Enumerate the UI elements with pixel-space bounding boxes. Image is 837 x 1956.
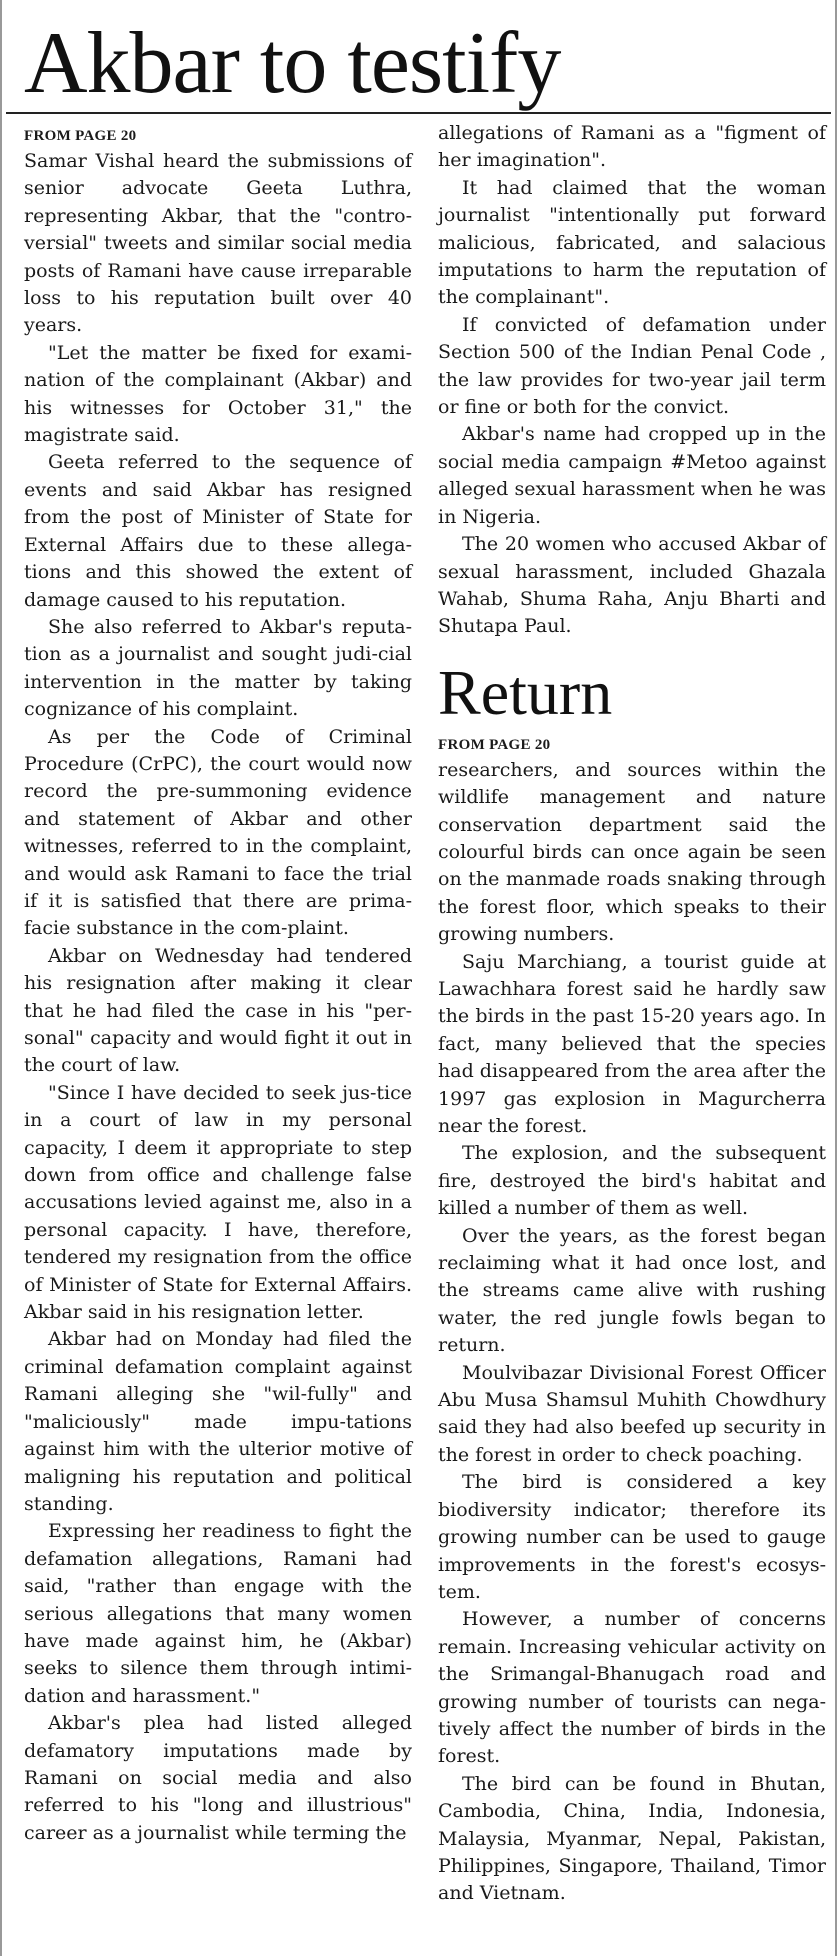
article-paragraph: "Since I have decided to seek jus-tice in a court of law in my personal capacity, I deem it appropriate to step down from office and challenge false accusations levied against me, also in a personal capacity. I have, therefore, tendered my resignation from the office of Minister of State for External Affairs. Akbar said in his resignation letter. [24,1081,412,1324]
article-paragraph: researchers, and sources within the wildlife management and nature conservation department said the colourful birds can once again be seen on the manmade roads snaking through the forest floor, which speaks to their growing numbers. [438,758,826,946]
article-paragraph: The bird can be found in Bhutan, Cambodia, China, India, Indonesia, Malaysia, Myanmar, Nepal, Pakistan, Philippines, Singapore, Thailand, Timor and Vietnam. [438,1772,826,1905]
article-paragraph: She also referred to Akbar's reputa-tion as a journalist and sought judi-cial intervention in the matter by taking cognizance of his complaint. [24,615,412,721]
headline-rule [6,112,831,114]
article-kicker-akbar: FROM PAGE 20 [24,128,137,144]
article-paragraph: Akbar on Wednesday had tendered his resignation after making it clear that he had filed the case in his "per-sonal" capacity and would fight it out in the court of law. [24,944,412,1077]
article-continuation-paragraph: Akbar's name had cropped up in the social media campaign #Metoo against alleged sexual harassment when he was in Nigeria. [438,423,826,528]
article-continuation-paragraph: If convicted of defamation under Section 500 of the Indian Penal Code , the law provides for two-year jail term or fine or both for the convict. [438,313,826,419]
column-right [438,120,826,1908]
article-paragraph: The bird is considered a key biodiversity indicator; therefore its growing number can be used to gauge improvements in the forest's ecosys-tem. [438,1471,826,1603]
article-paragraph: Akbar's plea had listed alleged defamatory imputations made by Ramani on social media and also referred to his "long and illustrious" career as a journalist while terming the [24,1712,412,1844]
article-continuation-paragraph: It had claimed that the woman journalist "intentionally put forward malicious, fabricated, and salacious imputations to harm the reputation of the complainant". [438,176,826,309]
article-paragraph: Moulvibazar Divisional Forest Officer Abu Musa Shamsul Muhith Chowdhury said they had also beefed up security in the forest in order to check poaching. [438,1361,826,1466]
article-paragraph: As per the Code of Criminal Procedure (CrPC), the court would now record the pre-summoning evidence and statement of Akbar and other witnesses, referred to in the complaint, and would ask Ramani to face the trial if it is satisfied that there are prima-facie substance in the com-plaint. [24,725,412,940]
article-paragraph: Expressing her readiness to fight the defamation allegations, Ramani had said, "rather than engage with the serious allegations that many women have made against him, he (Akbar) seeks to silence them through intimi-dation and harassment." [24,1520,412,1707]
article-paragraph: Over the years, as the forest began reclaiming what it had once lost, and the streams came alive with rushing water, the red jungle fowls began to return. [438,1224,826,1357]
article-paragraph: However, a number of concerns remain. Increasing vehicular activity on the Srimangal-Bhanugach road and growing number of tourists can nega-tively affect the number of birds in the forest. [438,1608,826,1768]
article-headline-return: Return [438,656,613,728]
article-paragraph: The explosion, and the subsequent fire, destroyed the bird's habitat and killed a number of them as well. [438,1142,826,1220]
article-kicker-return: FROM PAGE 20 [438,736,551,753]
article-paragraph: Akbar had on Monday had filed the criminal defamation complaint against Ramani alleging she "wil-fully" and "maliciously" made impu-tations against him with the ulterior motive of maligning his reputation and political standing. [24,1328,412,1515]
article-continuation-paragraph: allegations of Ramani as a "figment of her imagination". [438,122,826,172]
article-continuation-paragraph: The 20 women who accused Akbar of sexual harassment, included Ghazala Wahab, Shuma Raha, Anju Bharti and Shutapa Paul. [438,533,826,638]
article-paragraph: Samar Vishal heard the submissions of senior advocate Geeta Luthra, representing Akbar, that the "contro-versial" tweets and similar social media posts of Ramani have cause irreparable loss to his reputation built over 40 years. [24,150,412,337]
article-paragraph: Geeta referred to the sequence of events and said Akbar has resigned from the post of Minister of State for External Affairs due to these allega-tions and this showed the extent of damage caused to his reputation. [24,451,412,611]
column-left [24,120,412,1847]
article-paragraph: Saju Marchiang, a tourist guide at Lawachhara forest said he hardly saw the birds in the past 15-20 years ago. In fact, many believed that the species had disappeared from the area after the 1997 gas explosion in Magurcherra near the forest. [438,950,826,1137]
article-headline-akbar: Akbar to testify [24,15,561,112]
article-paragraph: "Let the matter be fixed for exami-nation of the complainant (Akbar) and his witnesses for October 31," the magistrate said. [24,341,412,447]
